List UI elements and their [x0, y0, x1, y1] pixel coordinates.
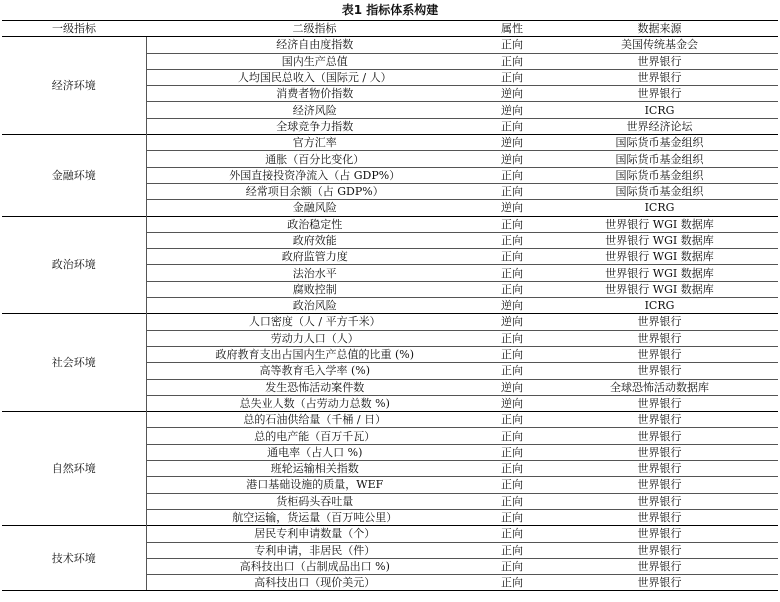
table-caption: 表1 指标体系构建	[341, 3, 439, 17]
source-cell: 世界银行	[541, 461, 778, 477]
attribute-cell: 正向	[483, 412, 541, 428]
level2-cell: 经常项目余额（占 GDP%）	[146, 183, 483, 199]
level2-cell: 人均国民总收入（国际元 / 人）	[146, 69, 483, 85]
source-cell: ICRG	[541, 200, 778, 216]
level1-cell: 金融环境	[2, 135, 146, 216]
level2-cell: 港口基础设施的质量，WEF	[146, 477, 483, 493]
source-cell: 世界银行	[541, 412, 778, 428]
attribute-cell: 逆向	[483, 151, 541, 167]
source-cell: ICRG	[541, 102, 778, 118]
attribute-cell: 正向	[483, 330, 541, 346]
level2-cell: 总的石油供给量（千桶 / 日）	[146, 412, 483, 428]
level2-cell: 经济风险	[146, 102, 483, 118]
source-cell: 世界银行	[541, 314, 778, 330]
level2-cell: 腐败控制	[146, 281, 483, 297]
level2-cell: 总的电产能（百万千瓦）	[146, 428, 483, 444]
attribute-cell: 逆向	[483, 102, 541, 118]
source-cell: 世界银行	[541, 86, 778, 102]
attribute-cell: 正向	[483, 69, 541, 85]
level2-cell: 消费者物价指数	[146, 86, 483, 102]
level2-cell: 外国直接投资净流入（占 GDP%）	[146, 167, 483, 183]
level2-cell: 货柜码头吞吐量	[146, 493, 483, 509]
source-cell: 世界银行 WGI 数据库	[541, 265, 778, 281]
attribute-cell: 正向	[483, 428, 541, 444]
table-row	[2, 526, 778, 542]
level2-cell: 全球竞争力指数	[146, 118, 483, 134]
level2-cell: 国内生产总值	[146, 53, 483, 69]
source-cell: 国际货币基金组织	[541, 151, 778, 167]
level2-cell: 航空运输，货运量（百万吨公里）	[146, 509, 483, 525]
source-cell: 世界银行	[541, 346, 778, 362]
source-cell: 全球恐怖活动数据库	[541, 379, 778, 395]
level2-cell: 政治风险	[146, 298, 483, 314]
source-cell: 世界银行	[541, 575, 778, 591]
attribute-cell: 正向	[483, 526, 541, 542]
attribute-cell: 正向	[483, 37, 541, 53]
source-cell: 世界银行 WGI 数据库	[541, 232, 778, 248]
level2-cell: 政治稳定性	[146, 216, 483, 232]
attribute-cell: 正向	[483, 477, 541, 493]
level2-cell: 人口密度（人 / 平方千米）	[146, 314, 483, 330]
source-cell: 世界银行	[541, 526, 778, 542]
attribute-cell: 正向	[483, 509, 541, 525]
table-body	[2, 37, 778, 591]
table-row	[2, 314, 778, 330]
attribute-cell: 正向	[483, 461, 541, 477]
indicator-table	[2, 20, 778, 591]
source-cell: 世界经济论坛	[541, 118, 778, 134]
level2-cell: 官方汇率	[146, 135, 483, 151]
source-cell: 国际货币基金组织	[541, 135, 778, 151]
level1-cell: 政治环境	[2, 216, 146, 314]
source-cell: 世界银行	[541, 53, 778, 69]
level2-cell: 通电率（占人口 %)	[146, 444, 483, 460]
source-cell: 国际货币基金组织	[541, 183, 778, 199]
source-cell: 世界银行 WGI 数据库	[541, 216, 778, 232]
level2-cell: 总失业人数（占劳动力总数 %)	[146, 395, 483, 411]
source-cell: ICRG	[541, 298, 778, 314]
level2-cell: 班轮运输相关指数	[146, 461, 483, 477]
source-cell: 世界银行 WGI 数据库	[541, 249, 778, 265]
level1-cell: 自然环境	[2, 412, 146, 526]
attribute-cell: 正向	[483, 558, 541, 574]
attribute-cell: 逆向	[483, 298, 541, 314]
source-cell: 世界银行	[541, 558, 778, 574]
source-cell: 世界银行	[541, 69, 778, 85]
table-row	[2, 135, 778, 151]
attribute-cell: 逆向	[483, 86, 541, 102]
attribute-cell: 逆向	[483, 379, 541, 395]
level2-cell: 法治水平	[146, 265, 483, 281]
source-cell: 世界银行	[541, 428, 778, 444]
level2-cell: 政府教育支出占国内生产总值的比重 (%)	[146, 346, 483, 362]
attribute-cell: 正向	[483, 444, 541, 460]
source-cell: 国际货币基金组织	[541, 167, 778, 183]
attribute-cell: 正向	[483, 167, 541, 183]
level2-cell: 政府监管力度	[146, 249, 483, 265]
level2-cell: 发生恐怖活动案件数	[146, 379, 483, 395]
level2-cell: 经济自由度指数	[146, 37, 483, 53]
level2-cell: 通胀（百分比变化）	[146, 151, 483, 167]
attribute-cell: 逆向	[483, 200, 541, 216]
attribute-cell: 正向	[483, 53, 541, 69]
attribute-cell: 正向	[483, 265, 541, 281]
header-attribute: 属性	[483, 21, 541, 37]
attribute-cell: 逆向	[483, 135, 541, 151]
attribute-cell: 正向	[483, 346, 541, 362]
attribute-cell: 正向	[483, 183, 541, 199]
level2-cell: 金融风险	[146, 200, 483, 216]
table-row	[2, 412, 778, 428]
source-cell: 世界银行	[541, 493, 778, 509]
table-row	[2, 216, 778, 232]
attribute-cell: 正向	[483, 542, 541, 558]
header-row	[2, 21, 778, 37]
header-level1: 一级指标	[2, 21, 146, 37]
attribute-cell: 逆向	[483, 314, 541, 330]
header-source: 数据来源	[541, 21, 778, 37]
attribute-cell: 正向	[483, 363, 541, 379]
header-level2: 二级指标	[146, 21, 483, 37]
level2-cell: 高科技出口（现价美元）	[146, 575, 483, 591]
source-cell: 世界银行	[541, 330, 778, 346]
source-cell: 美国传统基金会	[541, 37, 778, 53]
level2-cell: 专利申请，非居民（件）	[146, 542, 483, 558]
level1-cell: 经济环境	[2, 37, 146, 135]
level2-cell: 居民专利申请数量（个）	[146, 526, 483, 542]
attribute-cell: 正向	[483, 249, 541, 265]
level1-cell: 技术环境	[2, 526, 146, 591]
attribute-cell: 正向	[483, 216, 541, 232]
source-cell: 世界银行 WGI 数据库	[541, 281, 778, 297]
attribute-cell: 正向	[483, 118, 541, 134]
source-cell: 世界银行	[541, 477, 778, 493]
source-cell: 世界银行	[541, 542, 778, 558]
source-cell: 世界银行	[541, 363, 778, 379]
level1-cell: 社会环境	[2, 314, 146, 412]
attribute-cell: 正向	[483, 575, 541, 591]
level2-cell: 高等教育毛入学率 (%)	[146, 363, 483, 379]
level2-cell: 政府效能	[146, 232, 483, 248]
source-cell: 世界银行	[541, 509, 778, 525]
attribute-cell: 正向	[483, 493, 541, 509]
level2-cell: 劳动力人口（人）	[146, 330, 483, 346]
level2-cell: 高科技出口（占制成品出口 %)	[146, 558, 483, 574]
table-row	[2, 37, 778, 53]
attribute-cell: 正向	[483, 232, 541, 248]
source-cell: 世界银行	[541, 444, 778, 460]
source-cell: 世界银行	[541, 395, 778, 411]
attribute-cell: 正向	[483, 281, 541, 297]
attribute-cell: 逆向	[483, 395, 541, 411]
